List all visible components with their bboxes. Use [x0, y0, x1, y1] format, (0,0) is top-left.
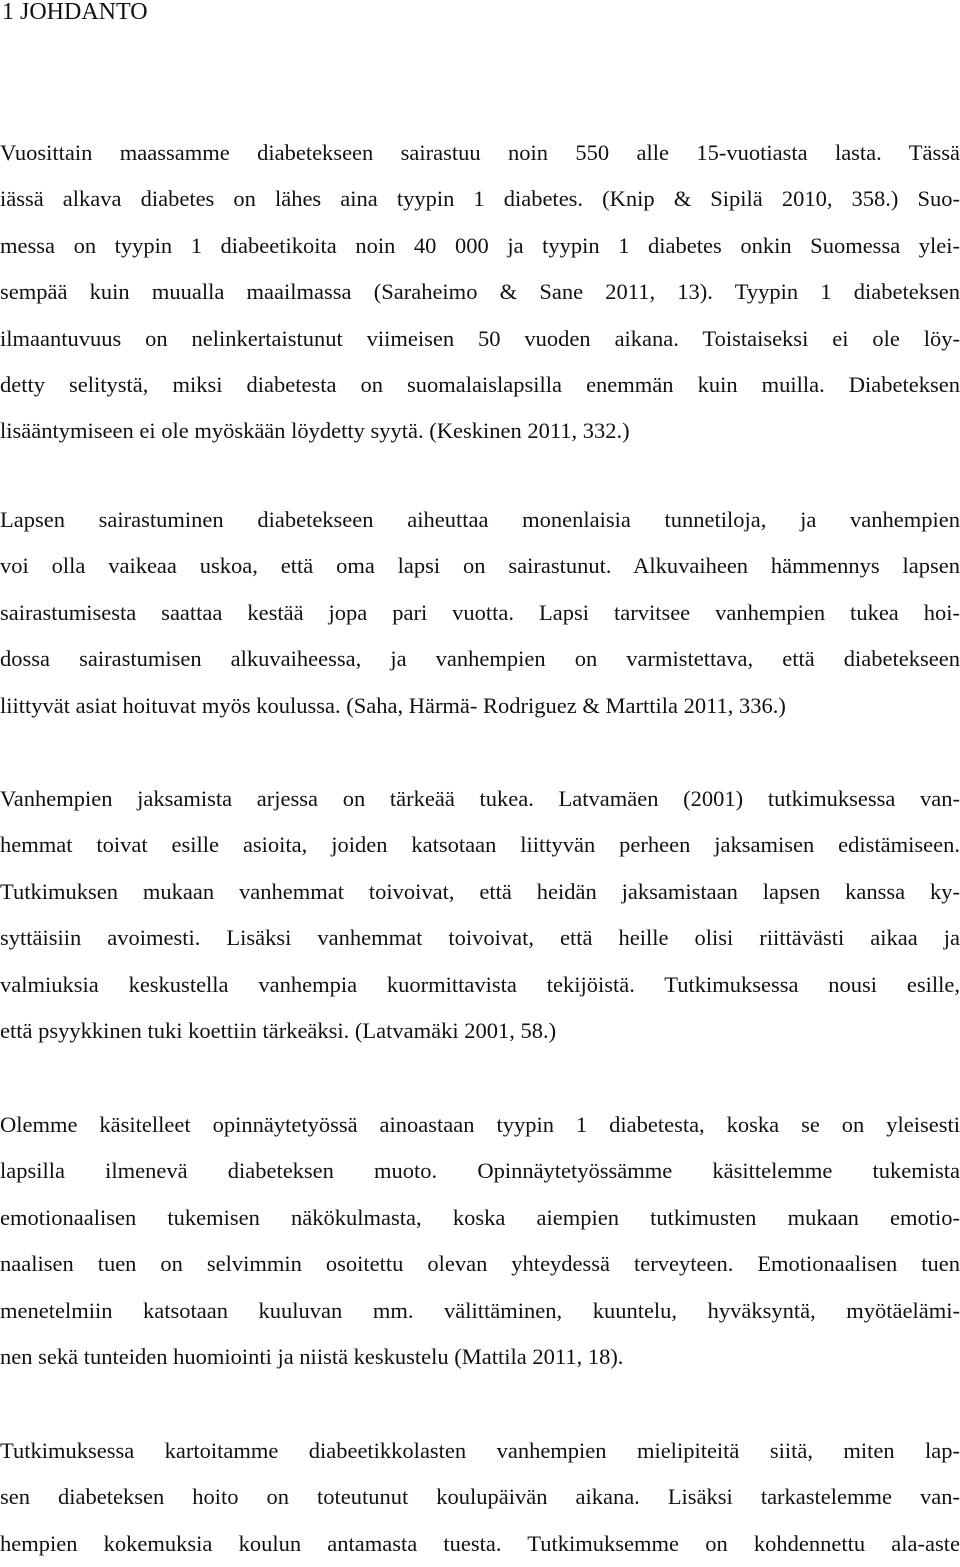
paragraph-line: Lapsen sairastuminen diabetekseen aiheuttaa monenlaisia tunnetiloja, ja vanhempien	[0, 507, 960, 532]
paragraph-line: lapsilla ilmenevä diabeteksen muoto. Opinnäytetyössämme käsittelemme tukemista	[0, 1158, 960, 1184]
paragraph-line: valmiuksia keskustella vanhempia kuormittavista tekijöistä. Tutkimuksessa nousi esille,	[0, 971, 960, 997]
paragraph-line: menetelmiin katsotaan kuuluvan mm. välittäminen, kuuntelu, hyväksyntä, myötäelämi-	[0, 1297, 960, 1323]
paragraph-line: Vanhempien jaksamista arjessa on tärkeää tukea. Latvamäen (2001) tutkimuksessa van-	[0, 786, 960, 811]
paragraph-line: liittyvät asiat hoituvat myös koulussa. (Saha, Härmä- Rodriguez & Marttila 2011, 336.)	[0, 692, 786, 718]
paragraph-line: että psyykkinen tuki koettiin tärkeäksi. (Latvamäki 2001, 58.)	[0, 1017, 557, 1043]
paragraph-line: hemmat toivat esille asioita, joiden katsotaan liittyvän perheen jaksamisen edistämiseen.	[0, 832, 960, 858]
paragraph-line: messa on tyypin 1 diabeetikoita noin 40 000 ja tyypin 1 diabetes onkin Suomessa ylei-	[0, 232, 960, 258]
paragraph-line: sairastumisesta saattaa kestää jopa pari vuotta. Lapsi tarvitsee vanhempien tukea hoi-	[0, 599, 960, 625]
paragraph-line: Tutkimuksen mukaan vanhemmat toivoivat, että heidän jaksamistaan lapsen kanssa ky-	[0, 878, 960, 904]
paragraph-line: Tutkimuksessa kartoitamme diabeetikkolasten vanhempien mielipiteitä siitä, miten lap-	[0, 1438, 960, 1463]
paragraph-line: iässä alkava diabetes on lähes aina tyypin 1 diabetes. (Knip & Sipilä 2010, 358.) Suo-	[0, 186, 960, 212]
paragraph-line: Vuosittain maassamme diabetekseen sairastuu noin 550 alle 15-vuotiasta lasta. Tässä	[0, 140, 960, 165]
paragraph-1	[0, 130, 960, 455]
paragraph-line: dossa sairastumisen alkuvaiheessa, ja vanhempien on varmistettava, että diabetekseen	[0, 646, 960, 672]
paragraph-line: lisääntymiseen ei ole myöskään löydetty syytä. (Keskinen 2011, 332.)	[0, 418, 630, 444]
paragraph-line: ilmaantuvuus on nelinkertaistunut viimeisen 50 vuoden aikana. Toistaiseksi ei ole löy-	[0, 325, 960, 351]
paragraph-3	[0, 776, 960, 1054]
paragraph-line: nen sekä tunteiden huomiointi ja niistä keskustelu (Mattila 2011, 18).	[0, 1343, 624, 1369]
paragraph-line: detty selitystä, miksi diabetesta on suomalaislapsilla enemmän kuin muilla. Diabeteksen	[0, 371, 960, 397]
paragraph-5	[0, 1428, 960, 1567]
chapter-heading: 1 JOHDANTO	[2, 0, 148, 25]
paragraph-line: naalisen tuen on selvimmin osoitettu olevan yhteydessä terveyteen. Emotionaalisen tuen	[0, 1251, 960, 1277]
paragraph-line: emotionaalisen tukemisen näkökulmasta, koska aiempien tutkimusten mukaan emotio-	[0, 1204, 960, 1230]
paragraph-line: sempää kuin muualla maailmassa (Saraheimo & Sane 2011, 13). Tyypin 1 diabeteksen	[0, 279, 960, 305]
paragraph-line: hempien kokemuksia koulun antamasta tuesta. Tutkimuksemme on kohdennettu ala-aste	[0, 1530, 960, 1556]
paragraph-line: Olemme käsitelleet opinnäytetyössä ainoastaan tyypin 1 diabetesta, koska se on yleisesti	[0, 1112, 960, 1137]
paragraph-2	[0, 497, 960, 729]
paragraph-line: sen diabeteksen hoito on toteutunut koulupäivän aikana. Lisäksi tarkastelemme van-	[0, 1484, 960, 1510]
paragraph-line: syttäisiin avoimesti. Lisäksi vanhemmat toivoivat, että heille olisi riittävästi aikaa ja	[0, 925, 960, 951]
paragraph-line: voi olla vaikeaa uskoa, että oma lapsi on sairastunut. Alkuvaiheen hämmennys lapsen	[0, 553, 960, 579]
paragraph-4	[0, 1102, 960, 1380]
